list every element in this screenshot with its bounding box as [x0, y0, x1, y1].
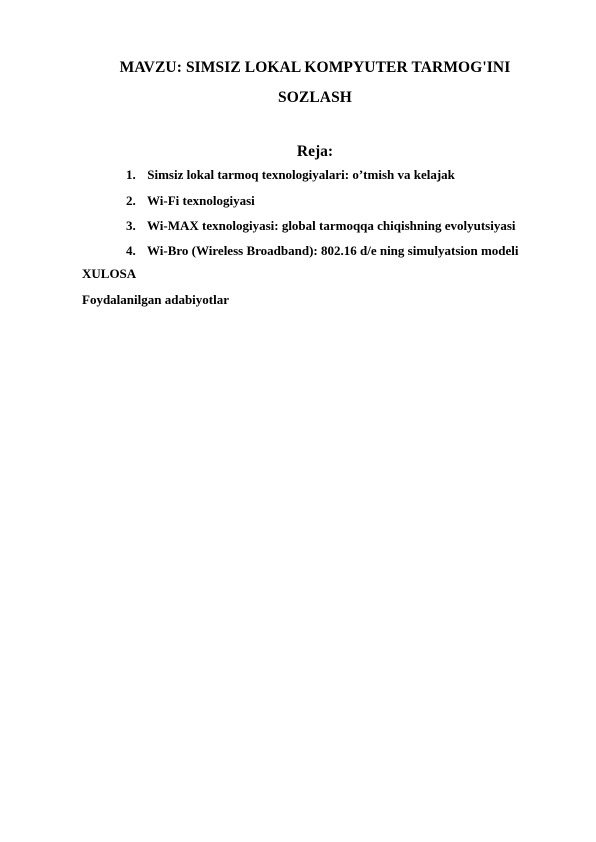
references-heading: Foydalanilgan adabiyotlar — [82, 292, 229, 307]
plan-item-number: 4. — [126, 243, 136, 258]
plan-item-text: Wi-Bro (Wireless Broadband): 802.16 d/e ning simulyatsion modeli — [147, 243, 519, 258]
plan-item-2 — [126, 193, 255, 209]
plan-item-text: Wi-MAX texnologiyasi: global tarmoqqa chiqishning evolyutsiyasi — [147, 218, 516, 233]
plan-item-number: 3. — [126, 218, 136, 233]
document-title-line-2: SOZLASH — [278, 89, 352, 106]
plan-item-1 — [126, 167, 455, 183]
plan-item-3 — [126, 218, 516, 234]
document-title-line-1: MAVZU: SIMSIZ LOKAL KOMPYUTER TARMOG'INI — [119, 59, 511, 76]
plan-item-4 — [126, 243, 519, 259]
plan-item-number: 2. — [126, 193, 136, 208]
conclusion-heading: XULOSA — [82, 266, 137, 281]
plan-item-number: 1. — [126, 167, 136, 182]
plan-item-text: Simsiz lokal tarmoq texnologiyalari: o’tmish va kelajak — [147, 167, 455, 182]
plan-item-text: Wi-Fi texnologiyasi — [147, 193, 255, 208]
plan-heading: Reja: — [296, 143, 334, 160]
